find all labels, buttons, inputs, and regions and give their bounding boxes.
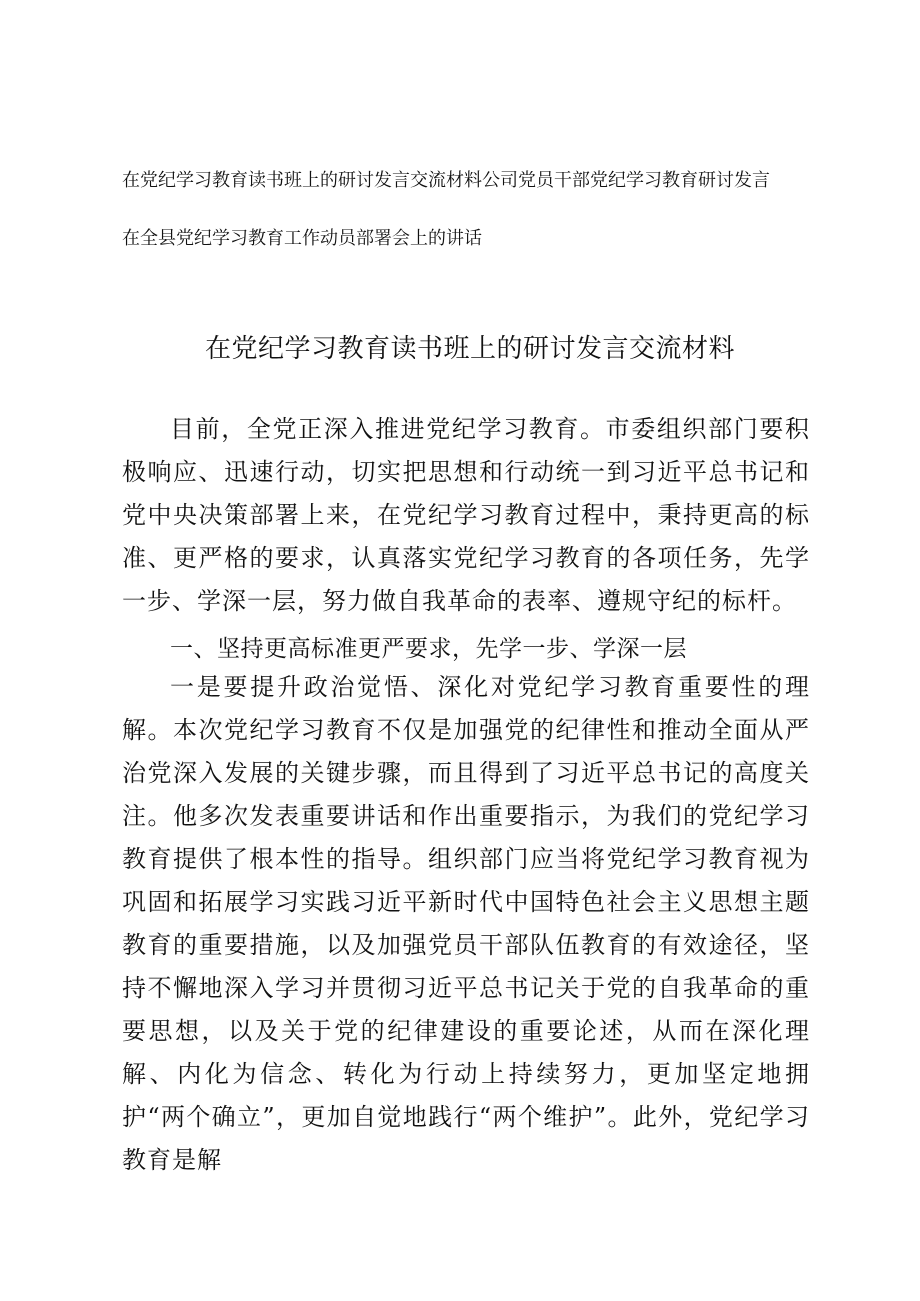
table-of-contents (122, 170, 842, 250)
toc-item: 在党纪学习教育读书班上的研讨发言交流材料公司党员干部党纪学习教育研讨发言 (122, 170, 770, 191)
document-title: 在党纪学习教育读书班上的研讨发言交流材料 (204, 334, 735, 364)
section-heading: 一、坚持更高标准更严要求，先学一步、学深一层 (170, 636, 687, 662)
toc-item: 在全县党纪学习教育工作动员部署会上的讲话 (122, 228, 482, 249)
section-paragraph: 一是要提升政治觉悟、深化对党纪学习教育重要性的理解。本次党纪学习教育不仅是加强党的纪律性和推动全面从严治党深入发展的关键步骤，而且得到了习近平总书记的高度关注。他多次发表重要讲话和作出重要指示，为我们的党纪学习教育提供了根本性的指导。组织部门应当将党纪学习教育视为巩固和拓展学习实践习近平新时代中国特色社会主义思想主题教育的重要措施，以及加强党员干部队伍教育的有效途径，坚持不懈地深入学习并贯彻习近平总书记关于党的自我革命的重要思想，以及关于党的纪律建设的重要论述，从而在深化理解、内化为信念、转化为行动上持续努力，更加坚定地拥护“两个确立”，更加自觉地践行“两个维护”。此外，党纪学习教育是解 (122, 673, 810, 1174)
intro-paragraph: 目前，全党正深入推进党纪学习教育。市委组织部门要积极响应、迅速行动，切实把思想和行动统一到习近平总书记和党中央决策部署上来，在党纪学习教育过程中，秉持更高的标准、更严格的要求，认真落实党纪学习教育的各项任务，先学一步、学深一层，努力做自我革命的表率、遵规守纪的标杆。 (122, 415, 810, 615)
document-body (122, 408, 810, 1182)
